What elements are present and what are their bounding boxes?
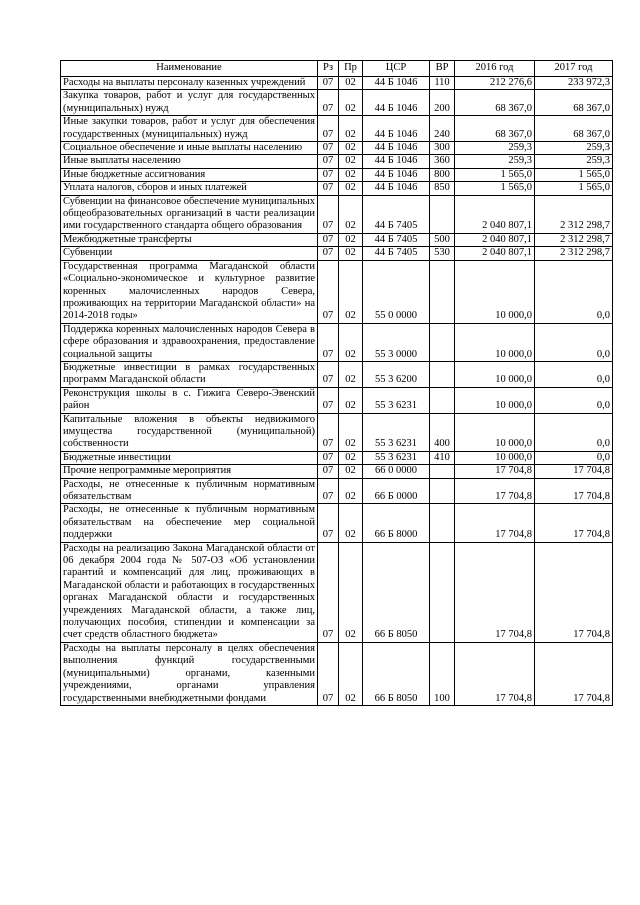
cell-pr: 02 <box>339 142 363 155</box>
cell-pr: 02 <box>339 413 363 451</box>
cell-pr: 02 <box>339 642 363 705</box>
table-row <box>61 155 613 168</box>
cell-y2016: 10 000,0 <box>455 260 535 323</box>
cell-y2016: 259,3 <box>455 142 535 155</box>
cell-vr: 240 <box>430 116 455 142</box>
table-row <box>61 413 613 451</box>
cell-csr: 44 Б 7405 <box>363 195 430 233</box>
cell-rz: 07 <box>318 465 339 478</box>
cell-vr: 300 <box>430 142 455 155</box>
cell-rz: 07 <box>318 77 339 90</box>
cell-rz: 07 <box>318 142 339 155</box>
cell-y2017: 259,3 <box>535 142 613 155</box>
cell-y2016: 2 040 807,1 <box>455 195 535 233</box>
cell-y2016: 10 000,0 <box>455 387 535 413</box>
cell-pr: 02 <box>339 478 363 504</box>
cell-y2016: 17 704,8 <box>455 465 535 478</box>
cell-rz: 07 <box>318 642 339 705</box>
cell-name: Прочие непрограммные мероприятия <box>61 465 318 478</box>
cell-rz: 07 <box>318 260 339 323</box>
cell-csr: 66 Б 8050 <box>363 642 430 705</box>
table-row <box>61 182 613 195</box>
cell-y2017: 17 704,8 <box>535 542 613 642</box>
cell-csr: 55 0 0000 <box>363 260 430 323</box>
cell-csr: 55 3 6231 <box>363 451 430 464</box>
cell-pr: 02 <box>339 451 363 464</box>
cell-csr: 44 Б 1046 <box>363 77 430 90</box>
cell-csr: 44 Б 1046 <box>363 116 430 142</box>
cell-pr: 02 <box>339 323 363 361</box>
cell-vr: 850 <box>430 182 455 195</box>
cell-y2016: 68 367,0 <box>455 116 535 142</box>
cell-y2016: 10 000,0 <box>455 323 535 361</box>
cell-pr: 02 <box>339 465 363 478</box>
cell-csr: 66 Б 0000 <box>363 478 430 504</box>
cell-name: Государственная программа Магаданской области «Социально-экономическое и культурное развитие коренных малочисленных народов Севера, проживающих на территории Магаданской области» на 2014-2018 годы» <box>61 260 318 323</box>
cell-rz: 07 <box>318 323 339 361</box>
cell-rz: 07 <box>318 387 339 413</box>
table-row <box>61 168 613 181</box>
cell-csr: 55 3 6231 <box>363 413 430 451</box>
cell-rz: 07 <box>318 478 339 504</box>
cell-y2017: 233 972,3 <box>535 77 613 90</box>
cell-vr: 800 <box>430 168 455 181</box>
cell-name: Расходы на выплаты персоналу казенных учреждений <box>61 77 318 90</box>
table-row <box>61 323 613 361</box>
cell-vr: 360 <box>430 155 455 168</box>
cell-csr: 44 Б 1046 <box>363 90 430 116</box>
cell-pr: 02 <box>339 361 363 387</box>
cell-csr: 44 Б 7405 <box>363 247 430 260</box>
cell-y2017: 17 704,8 <box>535 465 613 478</box>
cell-name: Иные выплаты населению <box>61 155 318 168</box>
cell-name: Субвенции <box>61 247 318 260</box>
cell-rz: 07 <box>318 233 339 246</box>
header-csr: ЦСР <box>363 61 430 77</box>
cell-pr: 02 <box>339 247 363 260</box>
cell-pr: 02 <box>339 387 363 413</box>
header-vr: ВР <box>430 61 455 77</box>
cell-vr <box>430 465 455 478</box>
cell-rz: 07 <box>318 361 339 387</box>
table-row <box>61 465 613 478</box>
cell-name: Реконструкция школы в с. Гижига Северо-Эвенский район <box>61 387 318 413</box>
cell-name: Расходы, не отнесенные к публичным нормативным обязательствам <box>61 478 318 504</box>
cell-y2016: 2 040 807,1 <box>455 247 535 260</box>
cell-y2017: 0,0 <box>535 361 613 387</box>
cell-csr: 44 Б 1046 <box>363 142 430 155</box>
cell-y2016: 259,3 <box>455 155 535 168</box>
header-2016: 2016 год <box>455 61 535 77</box>
table-row <box>61 642 613 705</box>
cell-y2017: 17 704,8 <box>535 478 613 504</box>
cell-name: Расходы на выплаты персоналу в целях обеспечения выполнения функций государственными (муниципальными) органами, казенными учреждениями, органами управления государственными внебюджетными фондами <box>61 642 318 705</box>
cell-rz: 07 <box>318 168 339 181</box>
cell-pr: 02 <box>339 195 363 233</box>
cell-y2017: 68 367,0 <box>535 90 613 116</box>
cell-y2017: 2 312 298,7 <box>535 247 613 260</box>
cell-rz: 07 <box>318 195 339 233</box>
cell-vr: 500 <box>430 233 455 246</box>
cell-csr: 44 Б 7405 <box>363 233 430 246</box>
table-row <box>61 361 613 387</box>
header-name: Наименование <box>61 61 318 77</box>
table-row <box>61 478 613 504</box>
table-row <box>61 260 613 323</box>
table-row <box>61 90 613 116</box>
cell-vr <box>430 504 455 542</box>
cell-name: Закупка товаров, работ и услуг для государственных (муниципальных) нужд <box>61 90 318 116</box>
cell-rz: 07 <box>318 90 339 116</box>
cell-y2017: 68 367,0 <box>535 116 613 142</box>
table-row <box>61 116 613 142</box>
cell-csr: 66 Б 8000 <box>363 504 430 542</box>
cell-y2016: 10 000,0 <box>455 413 535 451</box>
table-row <box>61 451 613 464</box>
cell-name: Иные бюджетные ассигнования <box>61 168 318 181</box>
cell-y2016: 10 000,0 <box>455 361 535 387</box>
cell-pr: 02 <box>339 182 363 195</box>
cell-vr: 400 <box>430 413 455 451</box>
cell-y2016: 1 565,0 <box>455 182 535 195</box>
cell-vr <box>430 478 455 504</box>
cell-y2016: 17 704,8 <box>455 478 535 504</box>
cell-y2017: 17 704,8 <box>535 504 613 542</box>
table-row <box>61 77 613 90</box>
cell-y2016: 17 704,8 <box>455 504 535 542</box>
cell-y2017: 0,0 <box>535 323 613 361</box>
cell-name: Уплата налогов, сборов и иных платежей <box>61 182 318 195</box>
cell-y2016: 212 276,6 <box>455 77 535 90</box>
cell-y2016: 17 704,8 <box>455 642 535 705</box>
cell-rz: 07 <box>318 451 339 464</box>
cell-vr <box>430 387 455 413</box>
cell-vr: 110 <box>430 77 455 90</box>
cell-rz: 07 <box>318 504 339 542</box>
cell-rz: 07 <box>318 247 339 260</box>
cell-vr <box>430 260 455 323</box>
cell-name: Социальное обеспечение и иные выплаты населению <box>61 142 318 155</box>
cell-y2016: 68 367,0 <box>455 90 535 116</box>
cell-y2017: 17 704,8 <box>535 642 613 705</box>
cell-csr: 55 3 0000 <box>363 323 430 361</box>
table-row <box>61 504 613 542</box>
cell-y2017: 2 312 298,7 <box>535 195 613 233</box>
cell-csr: 55 3 6231 <box>363 387 430 413</box>
cell-y2017: 259,3 <box>535 155 613 168</box>
cell-pr: 02 <box>339 168 363 181</box>
cell-name: Субвенции на финансовое обеспечение муниципальных общеобразовательных организаций в части реализации ими государственного стандарта общего образования <box>61 195 318 233</box>
cell-name: Бюджетные инвестиции в рамках государственных программ Магаданской области <box>61 361 318 387</box>
cell-rz: 07 <box>318 182 339 195</box>
budget-table <box>60 60 613 706</box>
header-rz: Рз <box>318 61 339 77</box>
cell-y2017: 0,0 <box>535 451 613 464</box>
cell-csr: 55 3 6200 <box>363 361 430 387</box>
cell-pr: 02 <box>339 90 363 116</box>
cell-vr <box>430 542 455 642</box>
cell-csr: 66 Б 8050 <box>363 542 430 642</box>
table-row <box>61 142 613 155</box>
cell-y2017: 1 565,0 <box>535 182 613 195</box>
cell-rz: 07 <box>318 155 339 168</box>
table-row <box>61 542 613 642</box>
cell-pr: 02 <box>339 542 363 642</box>
cell-y2017: 0,0 <box>535 387 613 413</box>
table-row <box>61 233 613 246</box>
cell-csr: 44 Б 1046 <box>363 182 430 195</box>
header-row <box>61 61 613 77</box>
cell-pr: 02 <box>339 233 363 246</box>
cell-csr: 44 Б 1046 <box>363 155 430 168</box>
cell-y2017: 2 312 298,7 <box>535 233 613 246</box>
cell-vr: 530 <box>430 247 455 260</box>
cell-name: Бюджетные инвестиции <box>61 451 318 464</box>
cell-vr: 200 <box>430 90 455 116</box>
cell-y2016: 2 040 807,1 <box>455 233 535 246</box>
cell-y2016: 17 704,8 <box>455 542 535 642</box>
cell-rz: 07 <box>318 413 339 451</box>
cell-pr: 02 <box>339 504 363 542</box>
cell-pr: 02 <box>339 155 363 168</box>
cell-rz: 07 <box>318 542 339 642</box>
cell-y2016: 10 000,0 <box>455 451 535 464</box>
cell-name: Межбюджетные трансферты <box>61 233 318 246</box>
cell-vr: 100 <box>430 642 455 705</box>
header-2017: 2017 год <box>535 61 613 77</box>
header-pr: Пр <box>339 61 363 77</box>
cell-pr: 02 <box>339 260 363 323</box>
cell-name: Расходы на реализацию Закона Магаданской области от 06 декабря 2004 года № 507-ОЗ «Об установлении гарантий и компенсаций для лиц, проживающих в Магаданской области и работающих в государственных органах Магаданской области и государственных учреждениях Магаданской области, а также лиц, получающих пособия, стипендии и компенсации за счет средств областного бюджета» <box>61 542 318 642</box>
cell-csr: 66 0 0000 <box>363 465 430 478</box>
cell-y2017: 1 565,0 <box>535 168 613 181</box>
cell-name: Капитальные вложения в объекты недвижимого имущества государственной (муниципальной) собственности <box>61 413 318 451</box>
cell-rz: 07 <box>318 116 339 142</box>
cell-vr: 410 <box>430 451 455 464</box>
cell-y2017: 0,0 <box>535 413 613 451</box>
cell-name: Расходы, не отнесенные к публичным нормативным обязательствам на обеспечение мер социальной поддержки <box>61 504 318 542</box>
table-row <box>61 247 613 260</box>
cell-vr <box>430 323 455 361</box>
table-row <box>61 387 613 413</box>
cell-pr: 02 <box>339 77 363 90</box>
cell-vr <box>430 361 455 387</box>
cell-y2016: 1 565,0 <box>455 168 535 181</box>
cell-csr: 44 Б 1046 <box>363 168 430 181</box>
cell-pr: 02 <box>339 116 363 142</box>
table-row <box>61 195 613 233</box>
cell-y2017: 0,0 <box>535 260 613 323</box>
cell-vr <box>430 195 455 233</box>
cell-name: Иные закупки товаров, работ и услуг для обеспечения государственных (муниципальных) нужд <box>61 116 318 142</box>
cell-name: Поддержка коренных малочисленных народов Севера в сфере образования и здравоохранения, предоставление социальной защиты <box>61 323 318 361</box>
